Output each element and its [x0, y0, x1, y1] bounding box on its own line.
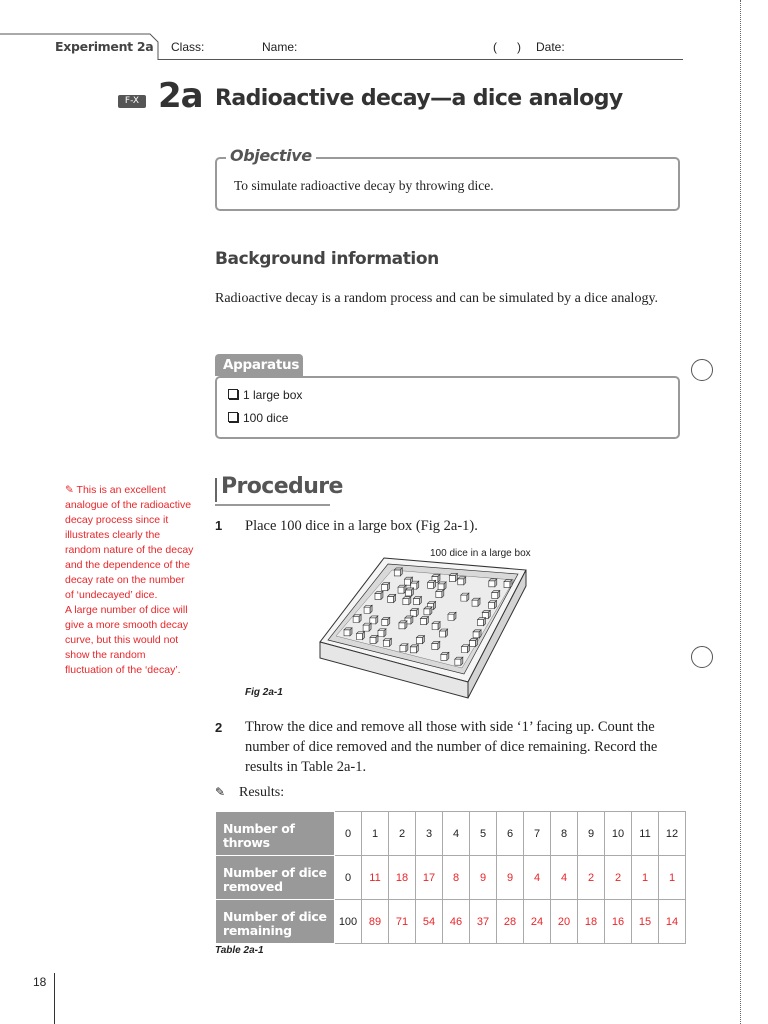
- die: [399, 623, 405, 629]
- die: [504, 582, 510, 588]
- die: [410, 611, 416, 617]
- step-text: Throw the dice and remove all those with side ‘1’ facing up. Count the number of dice removed and the number of dice remaining. Record the results in Table 2a-1.: [245, 719, 658, 775]
- formula-icon: F-X: [118, 95, 146, 108]
- table-cell: 11: [362, 856, 389, 900]
- dice-box-illustration: [318, 556, 540, 700]
- die: [403, 599, 409, 605]
- step-text: Place 100 dice in a large box (Fig 2a-1).: [245, 518, 478, 534]
- row-header: Number of dice remaining: [216, 900, 335, 944]
- die: [382, 585, 388, 591]
- die: [448, 614, 454, 620]
- pencil-icon: ✎: [65, 484, 74, 496]
- table-cell: 24: [524, 900, 551, 944]
- die: [458, 579, 464, 585]
- die: [406, 590, 412, 596]
- die: [492, 593, 498, 599]
- die: [344, 630, 350, 636]
- die: [353, 616, 359, 622]
- experiment-number: 2a: [158, 76, 203, 116]
- table-cell: 7: [524, 812, 551, 856]
- table-cell: 4: [551, 856, 578, 900]
- die: [455, 659, 461, 665]
- background-heading: Background information: [215, 249, 439, 269]
- table-cell: 18: [389, 856, 416, 900]
- table-cell: 46: [443, 900, 470, 944]
- table-cell: 4: [524, 856, 551, 900]
- row-header: Number of dice removed: [216, 856, 335, 900]
- die: [441, 654, 447, 660]
- table-cell: 8: [443, 856, 470, 900]
- die: [472, 600, 478, 606]
- index-bracket: ( ): [493, 40, 521, 54]
- table-cell: 15: [632, 900, 659, 944]
- die: [420, 619, 426, 625]
- die: [370, 637, 376, 643]
- die: [438, 584, 444, 590]
- table-cell: 1: [659, 856, 686, 900]
- table-cell: 4: [443, 812, 470, 856]
- step-number: 1: [215, 518, 223, 533]
- page-number: 18: [33, 975, 47, 989]
- results-table: [215, 811, 686, 944]
- table-cell: 16: [605, 900, 632, 944]
- table-cell: 2: [578, 856, 605, 900]
- figure-label: Fig 2a-1: [245, 687, 283, 698]
- apparatus-item: 1 large box: [228, 388, 302, 402]
- table-cell: 0: [335, 856, 362, 900]
- table-cell: 1: [632, 856, 659, 900]
- table-cell: 3: [416, 812, 443, 856]
- table-cell: 17: [416, 856, 443, 900]
- die: [356, 634, 362, 640]
- page-number-rule: [54, 973, 55, 1024]
- table-cell: 8: [551, 812, 578, 856]
- table-cell: 54: [416, 900, 443, 944]
- die: [394, 570, 400, 576]
- results-line: ✎ Results:: [215, 785, 285, 800]
- die: [428, 582, 434, 588]
- apparatus-box: [215, 376, 680, 439]
- die: [489, 581, 495, 587]
- table-cell: 9: [497, 856, 524, 900]
- objective-text: To simulate radioactive decay by throwing dice.: [234, 178, 494, 193]
- table-cell: 9: [578, 812, 605, 856]
- die: [478, 620, 484, 626]
- die: [375, 593, 381, 599]
- procedure-underline: [215, 504, 330, 506]
- die: [489, 603, 495, 609]
- table-cell: 11: [632, 812, 659, 856]
- die: [378, 631, 384, 637]
- procedure-heading: Procedure: [221, 474, 343, 499]
- die: [388, 596, 394, 602]
- table-cell: 0: [335, 812, 362, 856]
- table-cell: 71: [389, 900, 416, 944]
- procedure-accent-bar: [215, 478, 217, 502]
- die: [436, 592, 442, 598]
- header-rule: [158, 59, 683, 60]
- punch-hole-lower: [691, 646, 713, 668]
- table-cell: 28: [497, 900, 524, 944]
- apparatus-label: Apparatus: [215, 354, 303, 376]
- die: [416, 638, 422, 644]
- die: [461, 595, 467, 601]
- table-cell: 10: [605, 812, 632, 856]
- table-cell: 1: [362, 812, 389, 856]
- die: [462, 647, 468, 653]
- table-row: [216, 812, 686, 856]
- row-header: Number of throws: [216, 812, 335, 856]
- punch-hole-upper: [691, 359, 713, 381]
- apparatus-item: 100 dice: [228, 411, 288, 425]
- die: [432, 643, 438, 649]
- perforation-line: [740, 0, 741, 1024]
- step-number: 2: [215, 720, 223, 735]
- background-text: Radioactive decay is a random process and can be simulated by a dice analogy.: [215, 291, 659, 306]
- experiment-label: Experiment 2a: [55, 39, 154, 54]
- die: [470, 640, 476, 646]
- die: [413, 599, 419, 605]
- table-row: [216, 856, 686, 900]
- table-cell: 9: [470, 856, 497, 900]
- die: [432, 624, 438, 630]
- die: [400, 646, 406, 652]
- die: [449, 575, 455, 581]
- class-label: Class:: [171, 40, 205, 54]
- checkbox-icon: [228, 412, 238, 422]
- die: [398, 587, 404, 593]
- teacher-margin-note: ✎ This is an excellent analogue of the radioactive decay process since it illustrates clearly the random nature of the decay and the dependence of the decay rate on the number of ‘undecayed’ dice. A large number of dice will give a more smooth decay curve, but this would not show the random fluctuation of the ‘decay’.: [65, 484, 194, 676]
- figure-caption: 100 dice in a large box: [430, 548, 531, 559]
- table-cell: 20: [551, 900, 578, 944]
- table-caption: Table 2a-1: [215, 945, 264, 956]
- die: [410, 647, 416, 653]
- page-title: Radioactive decay—a dice analogy: [215, 86, 623, 111]
- table-cell: 5: [470, 812, 497, 856]
- die: [383, 640, 389, 646]
- die: [382, 619, 388, 625]
- table-cell: 37: [470, 900, 497, 944]
- name-label: Name:: [262, 40, 298, 54]
- table-cell: 14: [659, 900, 686, 944]
- die: [473, 632, 479, 638]
- die: [404, 579, 410, 585]
- table-cell: 18: [578, 900, 605, 944]
- die: [364, 607, 370, 613]
- table-cell: 6: [497, 812, 524, 856]
- table-cell: 2: [389, 812, 416, 856]
- date-label: Date:: [536, 40, 565, 54]
- table-row: [216, 900, 686, 944]
- table-cell: 89: [362, 900, 389, 944]
- objective-label: Objective: [226, 146, 316, 165]
- die: [440, 631, 446, 637]
- table-cell: 12: [659, 812, 686, 856]
- die: [424, 609, 430, 615]
- die: [363, 625, 369, 631]
- table-cell: 100: [335, 900, 362, 944]
- checkbox-icon: [228, 389, 238, 399]
- pencil-icon: ✎: [215, 785, 226, 799]
- table-cell: 2: [605, 856, 632, 900]
